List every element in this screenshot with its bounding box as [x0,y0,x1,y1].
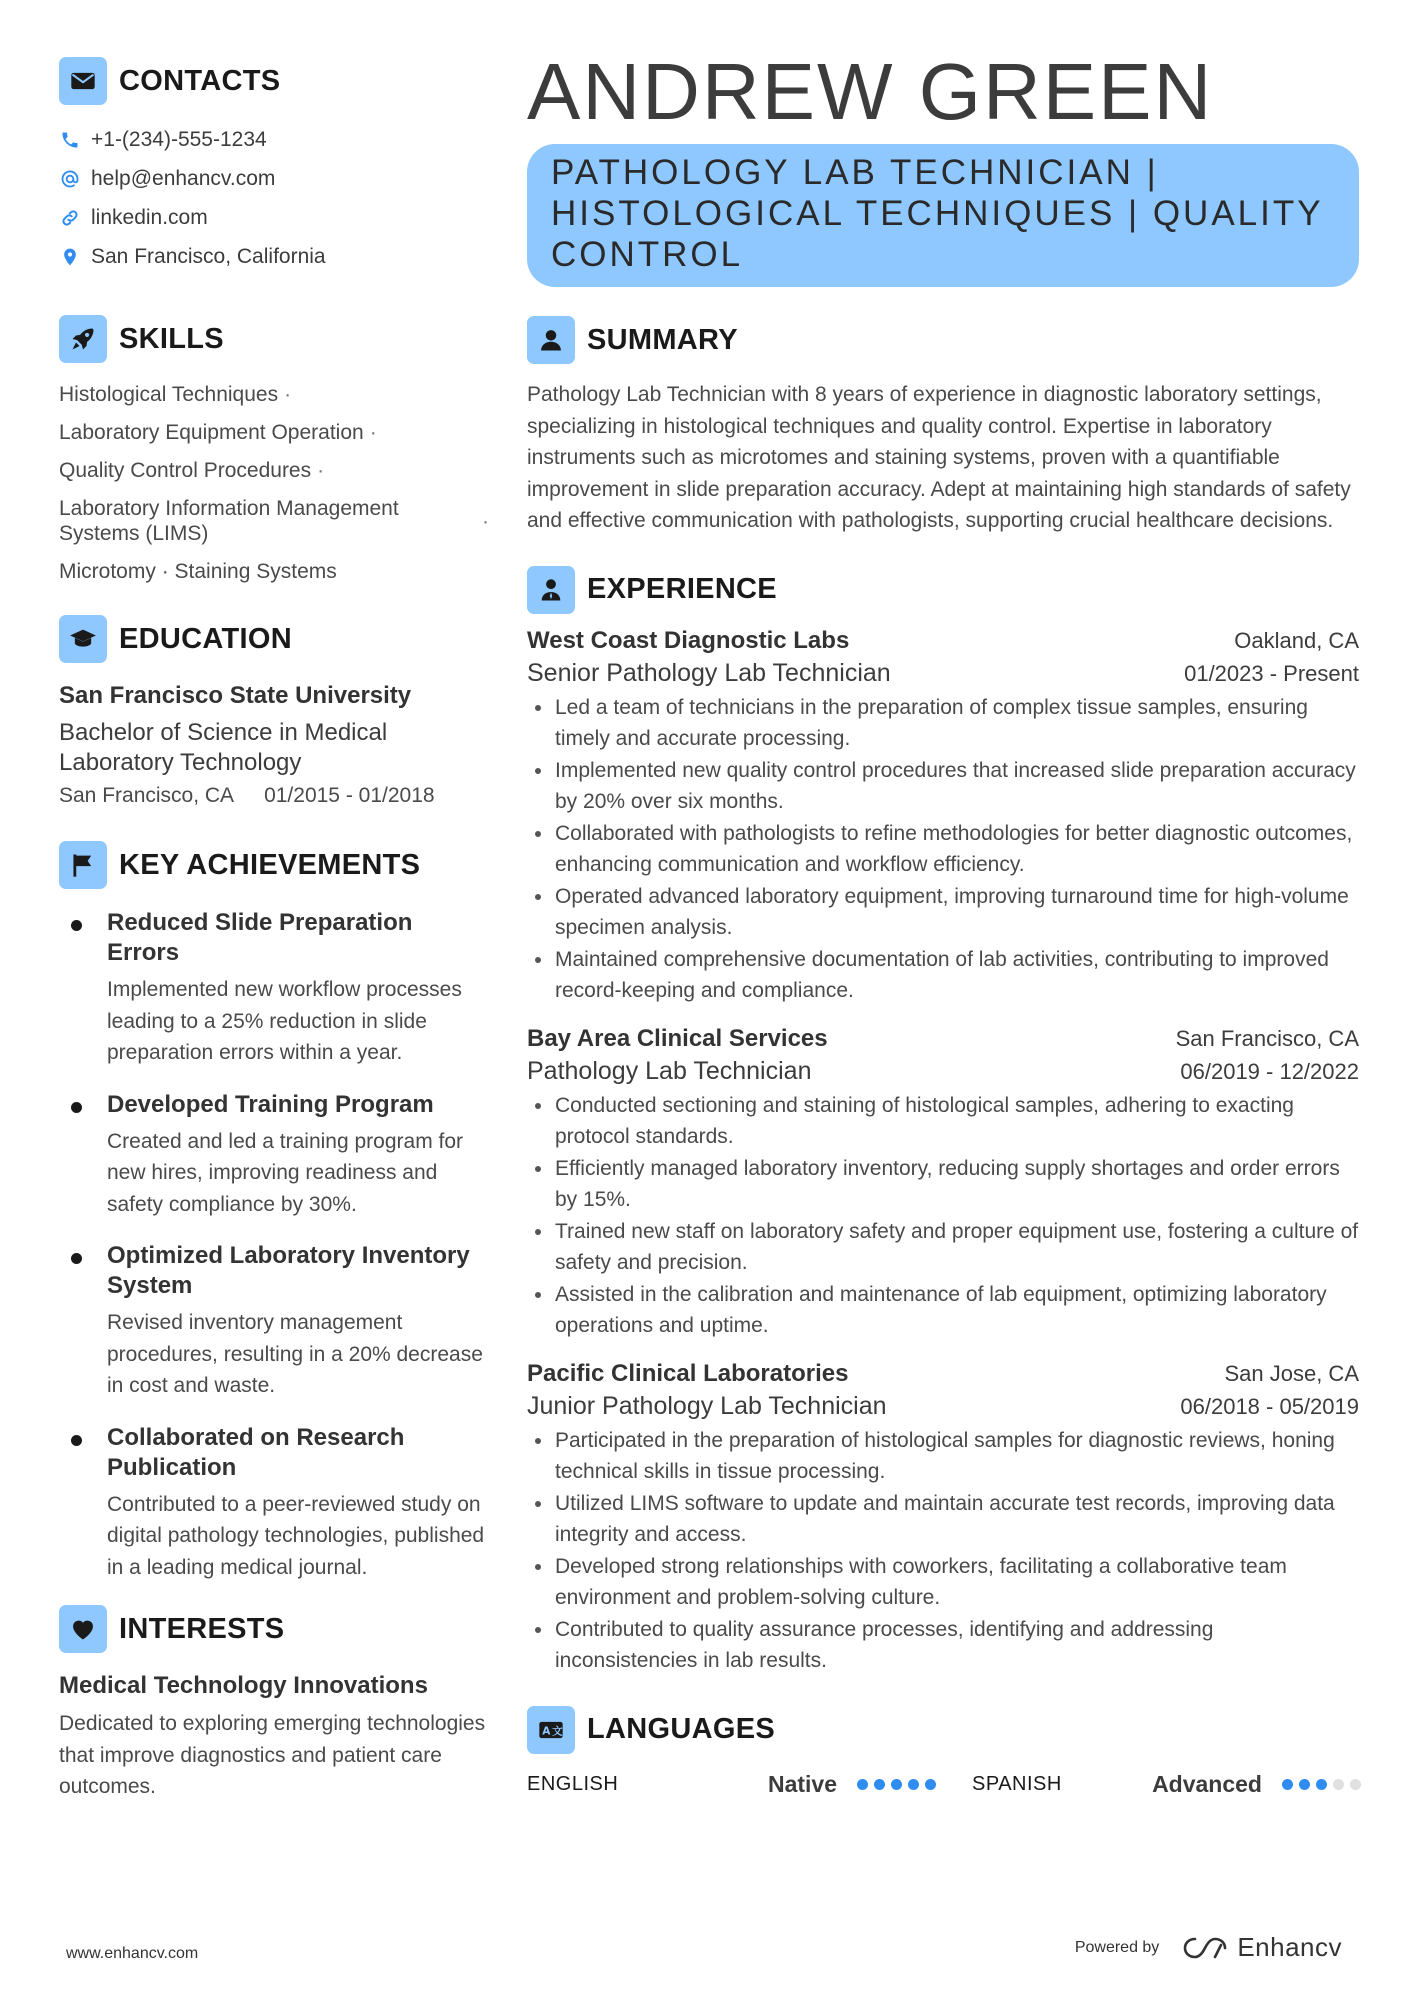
job-dates: 06/2019 - 12/2022 [1180,1058,1359,1084]
contacts-title: CONTACTS [119,64,281,97]
achievements-header [59,840,489,890]
job-dates: 01/2023 - Present [1184,660,1359,686]
job-entry [527,1360,1359,1677]
job-bullet: Participated in the preparation of histological samples for diagnostic reviews, honing technical skills in tissue processing. [527,1425,1359,1488]
skill-item: Laboratory Information Management Systems (LIMS) · [59,497,489,545]
language-level: Native [767,1770,837,1797]
job-company: West Coast Diagnostic Labs [527,626,850,654]
job-bullet: Maintained comprehensive documentation of lab activities, contributing to improved record-keeping and compliance. [527,944,1359,1007]
location-text: San Francisco, California [91,244,326,268]
link-icon [59,207,81,229]
briefcase-user-icon [527,566,575,614]
proficiency-dot-filled [925,1779,936,1790]
job-role: Pathology Lab Technician [527,1056,812,1085]
at-icon [59,168,81,190]
job-entry [527,627,1359,1007]
education-school: San Francisco State University [59,682,412,709]
linkedin-link[interactable]: linkedin.com [91,205,208,229]
job-company: Pacific Clinical Laboratories [527,1359,849,1387]
rocket-icon [59,315,107,363]
job-bullets [527,1090,1359,1342]
summary-text: Pathology Lab Technician with 8 years of experience in diagnostic laboratory settings, specializing in histological techniques and quality control. Expertise in laboratory instruments such as microtomes and staining systems, proven with a quantifiable improvement in slide preparation accuracy. Adept at maintaining high standards of safety and effective communication with pathologists, supporting crucial healthcare decisions. [527,383,1351,532]
skills-header [59,314,489,364]
right-column [527,48,1359,1798]
languages-header [527,1705,1359,1755]
email-link[interactable]: help@enhancv.com [91,166,276,190]
language-name: ENGLISH [527,1772,619,1795]
phone-icon [59,129,81,151]
language-name: SPANISH [972,1772,1062,1795]
proficiency-dot-filled [1282,1779,1293,1790]
interest-title: Medical Technology Innovations [59,1672,428,1699]
footer-website[interactable]: www.enhancv.com [66,1945,199,1962]
achievement-item: Collaborated on Research Publication Contributed to a peer-reviewed study on digital pathology technologies, published in a leading medical journal. [59,1423,489,1584]
job-bullet: Operated advanced laboratory equipment, improving turnaround time for high-volume specimen analysis. [527,881,1359,944]
proficiency-dot-filled [891,1779,902,1790]
contact-email [59,159,489,198]
skills-title: SKILLS [119,322,224,355]
job-bullet: Led a team of technicians in the preparation of complex tissue samples, ensuring timely and accurate processing. [527,692,1359,755]
job-bullet: Implemented new quality control procedures that increased slide preparation accuracy by 20% over six months. [527,755,1359,818]
headline-banner: PATHOLOGY LAB TECHNICIAN | HISTOLOGICAL TECHNIQUES | QUALITY CONTROL [527,144,1359,287]
job-bullets [527,692,1359,1007]
proficiency-dot-empty [1333,1779,1344,1790]
skill-item: Microtomy · Staining Systems [59,560,337,583]
proficiency-dot-filled [908,1779,919,1790]
proficiency-dot-empty [1350,1779,1361,1790]
job-dates: 06/2018 - 05/2019 [1180,1393,1359,1419]
skills-list [59,382,489,584]
job-bullet: Efficiently managed laboratory inventory, reducing supply shortages and order errors by 15%. [527,1153,1359,1216]
job-company: Bay Area Clinical Services [527,1024,828,1052]
experience-title: EXPERIENCE [587,573,777,605]
achievement-item: Developed Training Program Created and led a training program for new hires, improving readiness and safety compliance by 30%. [59,1090,489,1221]
powered-by-text: Powered by [1074,1938,1160,1956]
education-dates: 01/2015 - 01/2018 [264,784,435,807]
skill-item: Histological Techniques · [59,383,292,406]
proficiency-dot-filled [874,1779,885,1790]
skill-item: Laboratory Equipment Operation · [59,421,377,444]
translate-icon [527,1706,575,1754]
svg-text:文: 文 [552,1725,563,1738]
user-icon [527,316,575,364]
summary-header [527,315,1359,365]
language-level: Advanced [1152,1770,1262,1797]
bullet [71,920,82,931]
enhancv-logo[interactable] [1181,1932,1342,1963]
achievement-item: Reduced Slide Preparation Errors Implemented new workflow processes leading to a 25% reduction in slide preparation errors within a year. [59,908,489,1069]
job-location: Oakland, CA [1234,627,1359,653]
job-bullet: Trained new staff on laboratory safety and proper equipment use, fostering a culture of safety and precision. [527,1216,1359,1279]
proficiency-dot-filled [1316,1779,1327,1790]
contact-linkedin [59,198,489,237]
skill-item: Quality Control Procedures · [59,459,325,482]
contact-location [59,237,489,276]
svg-text:A: A [542,1725,551,1738]
education-title: EDUCATION [119,622,292,655]
job-bullet: Assisted in the calibration and maintenance of lab equipment, optimizing laboratory operations and uptime. [527,1279,1359,1342]
contact-phone [59,120,489,159]
left-column [59,56,489,1803]
brand-name: Enhancv [1237,1932,1342,1962]
interest-desc: Dedicated to exploring emerging technologies that improve diagnostics and patient care outcomes. [59,1712,486,1798]
achievement-item: Optimized Laboratory Inventory System Revised inventory management procedures, resulting in a 20% decrease in cost and waste. [59,1241,489,1402]
footer-brand [1075,1932,1342,1963]
phone-text: +1-(234)-555-1234 [91,127,267,151]
languages-list [527,1771,1359,1798]
job-bullet: Utilized LIMS software to update and maintain accurate test records, improving data integrity and access. [527,1488,1359,1551]
achievements-list [59,908,489,1583]
job-role: Junior Pathology Lab Technician [527,1391,887,1420]
job-bullets [527,1425,1359,1677]
summary-title: SUMMARY [587,323,738,356]
languages-title: LANGUAGES [587,1713,775,1745]
education-degree: Bachelor of Science in Medical Laboratory Technology [59,719,388,776]
job-location: San Francisco, CA [1175,1025,1359,1051]
candidate-name: ANDREW GREEN [527,47,1214,136]
contacts-header [59,56,489,106]
proficiency-dots [1282,1779,1361,1790]
job-bullet: Contributed to quality assurance processes, identifying and addressing inconsistencies in lab results. [527,1614,1359,1677]
proficiency-dots [857,1779,936,1790]
job-entry [527,1025,1359,1342]
flag-icon [59,841,107,889]
education-location: San Francisco, CA [59,784,235,807]
graduation-cap-icon [59,615,107,663]
education-header [59,614,489,664]
achievements-title: KEY ACHIEVEMENTS [119,848,421,881]
interests-header [59,1604,489,1654]
language-item [972,1771,1361,1798]
enhancv-logo-icon [1181,1935,1229,1961]
contacts-list [59,120,489,276]
bullet [71,1253,82,1264]
job-location: San Jose, CA [1224,1360,1359,1386]
heart-icon [59,1605,107,1653]
interests-title: INTERESTS [119,1612,285,1645]
bullet [71,1435,82,1446]
proficiency-dot-filled [857,1779,868,1790]
job-bullet: Developed strong relationships with coworkers, facilitating a collaborative team environment and problem-solving culture. [527,1551,1359,1614]
location-pin-icon [59,246,81,268]
job-bullet: Conducted sectioning and staining of histological samples, adhering to exacting protocol standards. [527,1090,1359,1153]
envelope-icon [59,57,107,105]
job-role: Senior Pathology Lab Technician [527,658,891,687]
education-meta [59,784,489,808]
proficiency-dot-filled [1299,1779,1310,1790]
job-bullet: Collaborated with pathologists to refine methodologies for better diagnostic outcomes, enhancing communication and workflow efficiency. [527,818,1359,881]
experience-header [527,565,1359,615]
language-item [527,1771,936,1798]
bullet [71,1102,82,1113]
